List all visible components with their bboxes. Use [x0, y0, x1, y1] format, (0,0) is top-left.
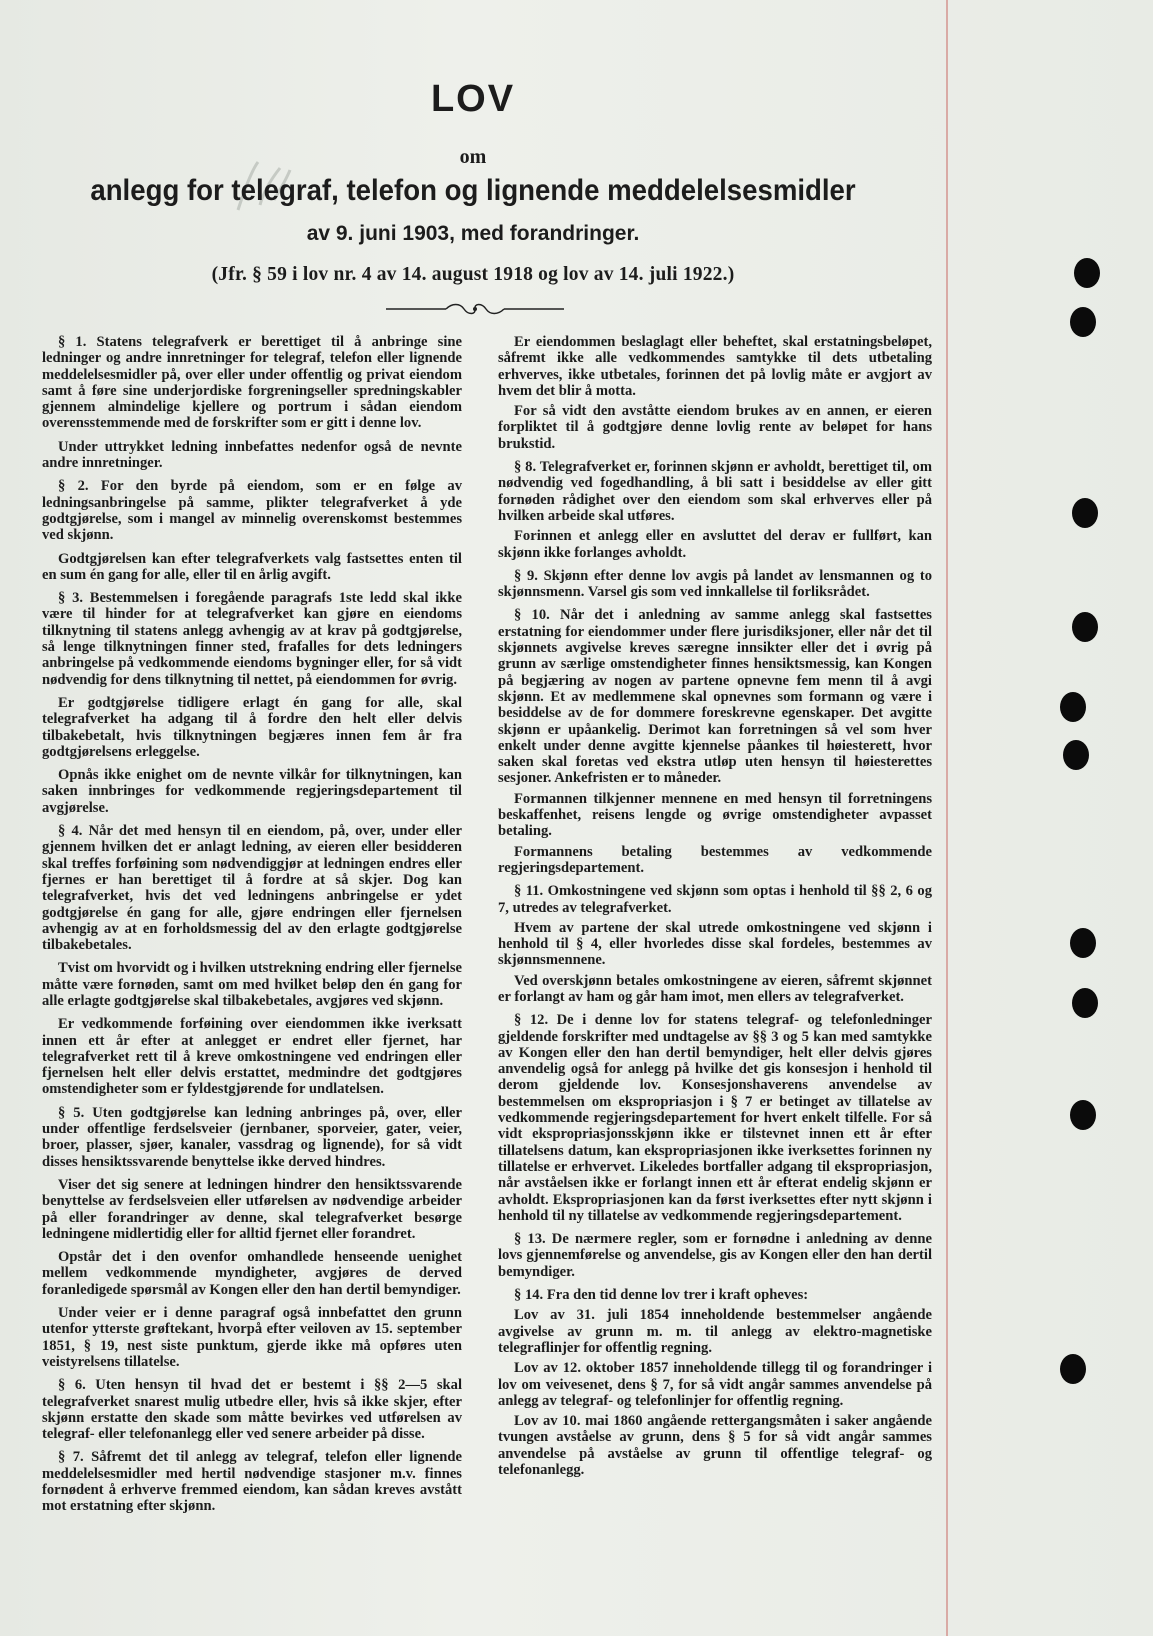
- paragraph: § 5. Uten godtgjørelse kan ledning anbringes på, over, eller under offentlige ferdselsveier (jernbaner, sporveier, gater, veier, broer, plasser, sjøer, kanaler, vassdrag og lignende), for så vidt disses hensiktssvarende benyttelse ikke derved hindres.: [42, 1104, 462, 1170]
- paragraph: § 2. For den byrde på eiendom, som er en følge av ledningsanbringelse på samme, plikter telegrafverket å yde godtgjørelse, som i mangel av minnelig overenskomst bestemmes ved skjønn.: [42, 478, 462, 544]
- paragraph: § 14. Fra den tid denne lov trer i kraft opheves:: [514, 1287, 809, 1304]
- punch-hole-icon: [1070, 928, 1096, 958]
- paragraph: Formannen tilkjenner mennene en med hensyn til forretningens beskaffenhet, reisens lengde og øvrige omstendigheter avpasset betaling.: [498, 790, 932, 840]
- punch-hole-icon: [1063, 740, 1089, 770]
- left-column: [42, 334, 462, 1522]
- paragraph: § 11. Omkostningene ved skjønn som optas i henhold til §§ 2, 6 og 7, utredes av telegrafverket.: [498, 883, 932, 916]
- punch-hole-icon: [1072, 498, 1098, 528]
- law-heading: LOV: [430, 78, 516, 120]
- punch-hole-icon: [1060, 692, 1086, 722]
- paragraph: § 3. Bestemmelsen i foregående paragrafs 1ste ledd skal ikke være til hinder for at telegrafverket kan gjøre en eiendoms tilknytning til statens anlegg avhengig av at krav på godtgjørelse, så lenge tilknytningen finner sted, frafalles for dets ledningers anbringelse på vedkommende eiendoms bygninger eller, for så vidt nødvendig for dens tilknytning til nettet, på eiendommen for øvrig.: [42, 590, 462, 688]
- paragraph: Tvist om hvorvidt og i hvilken utstrekning endring eller fjernelse måtte være fornøden, samt om med hvilket beløp den én gang for alle erlagte godtgjørelse skal tilbakebetales, avgjøres ved skjønn.: [42, 960, 462, 1009]
- paragraph: Ved overskjønn betales omkostningene av eieren, såfremt skjønnet er forlangt av ham og går ham imot, men ellers av telegrafverket.: [498, 972, 932, 1005]
- paragraph: Opstår det i den ovenfor omhandlede henseende uenighet mellem vedkommende myndigheter, avgjøres de derved foranledigede spørsmål av Kongen eller den han dertil bemyndiger.: [42, 1249, 462, 1298]
- paragraph: Hvem av partene der skal utrede omkostningene ved skjønn i henhold til § 4, eller hvorledes disse skal fordeles, bestemmes av skjønnsmennene.: [498, 919, 932, 969]
- paragraph: Forinnen et anlegg eller en avsluttet del derav er fullført, kan skjønn ikke forlanges avholdt.: [498, 528, 932, 561]
- punch-hole-icon: [1074, 258, 1100, 288]
- paragraph: § 6. Uten hensyn til hvad det er bestemt i §§ 2—5 skal telegrafverket snarest mulig utbedre eller, hvis så ikke skjer, efter skjønn erstatte den skade som måtte bevirkes ved utførelsen av telegraf- eller telefonanlegg eller ved senere arbeider på disse.: [42, 1377, 462, 1443]
- punch-hole-icon: [1070, 1100, 1096, 1130]
- paragraph: § 9. Skjønn efter denne lov avgis på landet av lensmannen og to skjønnsmenn. Varsel gis som ved innkallelse til forliksrådet.: [498, 567, 932, 601]
- paragraph: For så vidt den avståtte eiendom brukes av en annen, er eieren forpliktet til å godtgjøre denne lovlig rente av beløpet for hans brukstid.: [498, 403, 932, 452]
- paragraph: § 12. De i denne lov for statens telegraf- og telefonledninger gjeldende forskrifter med undtagelse av §§ 3 og 5 kan med samtykke av Kongen eller den han dertil bemyndiger, helt eller delvis gjøres anvendelig også for anlegg på hvilke det gis konsesjon i henhold til derom gjeldende lov. Konsesjonshaverens anvendelse av bestemmelsen om ekspropriasjon i § 7 er betinget av tillatelse av vedkommende regjeringsdepartement for hvert enkelt tilfelle. For så vidt ekspropriasjonsskjønn ikke er tilstevnet innen ett år efter tillatelsens datum, kan ekspropriasjonen ikke iverksettes forinnen ny tillatelse er erhvervet. Likeledes bortfaller adgang til ekspropriasjon, når avståelsen ikke er forlangt innen ett år efterat endelig skjønn er avholdt. Ekspropriasjonen kan da først iverksettes efter nytt skjønn i henhold til ny tillatelse av vedkommende regjeringsdepartement.: [498, 1012, 932, 1224]
- paragraph: § 10. Når det i anledning av samme anlegg skal fastsettes erstatning for eiendommer under flere jurisdiksjoner, eller når det til skjønnets avgivelse kreves særegne innsikter eller det i øvrig på grunn av særlige omstendigheter finnes hensiktsmessig, kan Kongen på begjæring av nogen av partene opnevne fem menn til å avgi skjønn. Et av medlemmene skal opnevnes som formann og være i besiddelse av de for dommere foreskrevne egenskaper. Det avgitte skjønn er upåankelig. Derimot kan forretningen så vel som hver enkelt under denne avgitte kjennelse påankes til høiesterett, hvor saken skal foretas ved ekstra utløp uten hensyn til høiesterettes sesjoner. Ankefristen er to måneder.: [498, 607, 932, 787]
- margin-rule: [946, 0, 948, 1636]
- paragraph: § 4. Når det med hensyn til en eiendom, på, over, under eller gjennem hvilken det er anlagt ledning, av eieren eller besidderen skal treffes forføining som nødvendiggjør at ledningen endres eller fjernes er han berettiget til å fordre at så skjer. Dog kan telegrafverket, hvis det ved ledningens anbringelse er ydet godtgjørelse én gang for alle, gjøre endringen eller fjernelsen avhengig av at en forholdsmessig del av den erlagte godtgjørelse tilbakebetales.: [42, 823, 462, 954]
- heading-om: om: [459, 146, 487, 168]
- paragraph: Er vedkommende forføining over eiendommen ikke iverksatt innen ett år efter at anlegget er endret eller fjernet, har telegrafverket rett til å kreve omkostningene ved endringen eller fjernelsen helt eller delvis erstattet, medmindre det godtgjøres omstendigheter som er fyldestgjørende for undlatelsen.: [42, 1016, 462, 1098]
- paragraph: § 1. Statens telegrafverk er berettiget til å anbringe sine ledninger og andre innretninger for telegraf, telefon eller lignende meddelelsesmidler på, over eller under offentlig og privat eiendom samt å føre sine underjordiske forgreningseller spredningskabler gjennem almindelige kjellere og portrum i sådan eiendom overensstemmende med de forskrifter som er gitt i denne lov.: [42, 334, 462, 432]
- paragraph: § 13. De nærmere regler, som er fornødne i anledning av denne lovs gjennemførelse og anvendelse, gis av Kongen eller den han dertil bemyndiger.: [498, 1231, 932, 1280]
- paragraph: Lov av 31. juli 1854 inneholdende bestemmelser angående avgivelse av grunn m. m. til anlegg av elektro-magnetiske telegraflinjer for offentlig regning.: [498, 1307, 932, 1356]
- paragraph: § 7. Såfremt det til anlegg av telegraf, telefon eller lignende meddelelsesmidler med hertil nødvendige stasjoner m.v. finnes fornødent å erhverve fremmed eiendom, kan sådan kreves avstått mot erstatning efter skjønn.: [42, 1449, 462, 1515]
- law-date: av 9. juni 1903, med forandringer.: [306, 222, 640, 245]
- punch-hole-icon: [1060, 1354, 1086, 1384]
- paragraph: Er eiendommen beslaglagt eller beheftet, skal erstatningsbeløpet, såfremt ikke alle vedkommendes samtykke til dets utbetaling erhverves, ikke utbetales, forinnen det på lovlig måte er avgjort av hvem det blir å motta.: [498, 334, 932, 399]
- paragraph: Under uttrykket ledning innbefattes nedenfor også de nevnte andre innretninger.: [42, 438, 462, 472]
- punch-hole-icon: [1072, 988, 1098, 1018]
- paragraph: Godtgjørelsen kan efter telegrafverkets valg fastsettes enten til en sum én gang for alle, eller til en årlig avgift.: [42, 550, 462, 583]
- right-column: [498, 334, 932, 1485]
- law-reference: (Jfr. § 59 i lov nr. 4 av 14. august 1918 og lov av 14. juli 1922.): [211, 264, 735, 285]
- law-title: anlegg for telegraf, telefon og lignende meddelelsesmidler: [90, 174, 856, 207]
- punch-hole-icon: [1070, 307, 1096, 337]
- paragraph: Viser det sig senere at ledningen hindrer den hensiktssvarende benyttelse av ferdselsveien eller utførelsen av nødvendige arbeider på eller forandringer av denne, skal telegrafverket besørge ledningene midlertidig eller for alltid fjernet eller forandret.: [42, 1176, 462, 1242]
- paragraph: Under veier er i denne paragraf også innbefattet den grunn utenfor ytterste grøftekant, hvorpå efter veiloven av 15. september 1851, § 19, nest siste punktum, gjerde ikke må opføres uten veistyrelsens tillatelse.: [42, 1305, 462, 1370]
- paragraph: Opnås ikke enighet om de nevnte vilkår for tilknytningen, kan saken innbringes for vedkommende regjeringsdepartement til avgjørelse.: [42, 767, 462, 816]
- punch-hole-icon: [1072, 612, 1098, 642]
- paragraph: Er godtgjørelse tidligere erlagt én gang for alle, skal telegrafverket ha adgang til å fordre den helt eller delvis tilbakebetalt, hvis tilknytningen begjæres innen fem år fra godtgjørelsens erleggelse.: [42, 694, 462, 760]
- paragraph: Lov av 12. oktober 1857 inneholdende tillegg til og forandringer i lov om veivesenet, dens § 7, for så vidt angår sammes anvendelse på anlegg av telegraf- og telefonlinjer for offentlig regning.: [498, 1360, 932, 1409]
- paragraph: Formannens betaling bestemmes av vedkommende regjeringsdepartement.: [498, 843, 932, 876]
- paragraph: Lov av 10. mai 1860 angående rettergangsmåten i saker angående tvungen avståelse av grunn, dens § 5 for så vidt angår sammes anvendelse på avståelse av grunn til offentlige telegraf- og telefonanlegg.: [498, 1413, 932, 1478]
- paragraph: § 8. Telegrafverket er, forinnen skjønn er avholdt, berettiget til, om nødvendig ved fogedhandling, å bli satt i besiddelse av eller gitt fornøden rådighet over den eiendom som skal erhverves eller på hvilken arbeide skal utføres.: [498, 459, 932, 524]
- ornament-divider-icon: [386, 302, 564, 316]
